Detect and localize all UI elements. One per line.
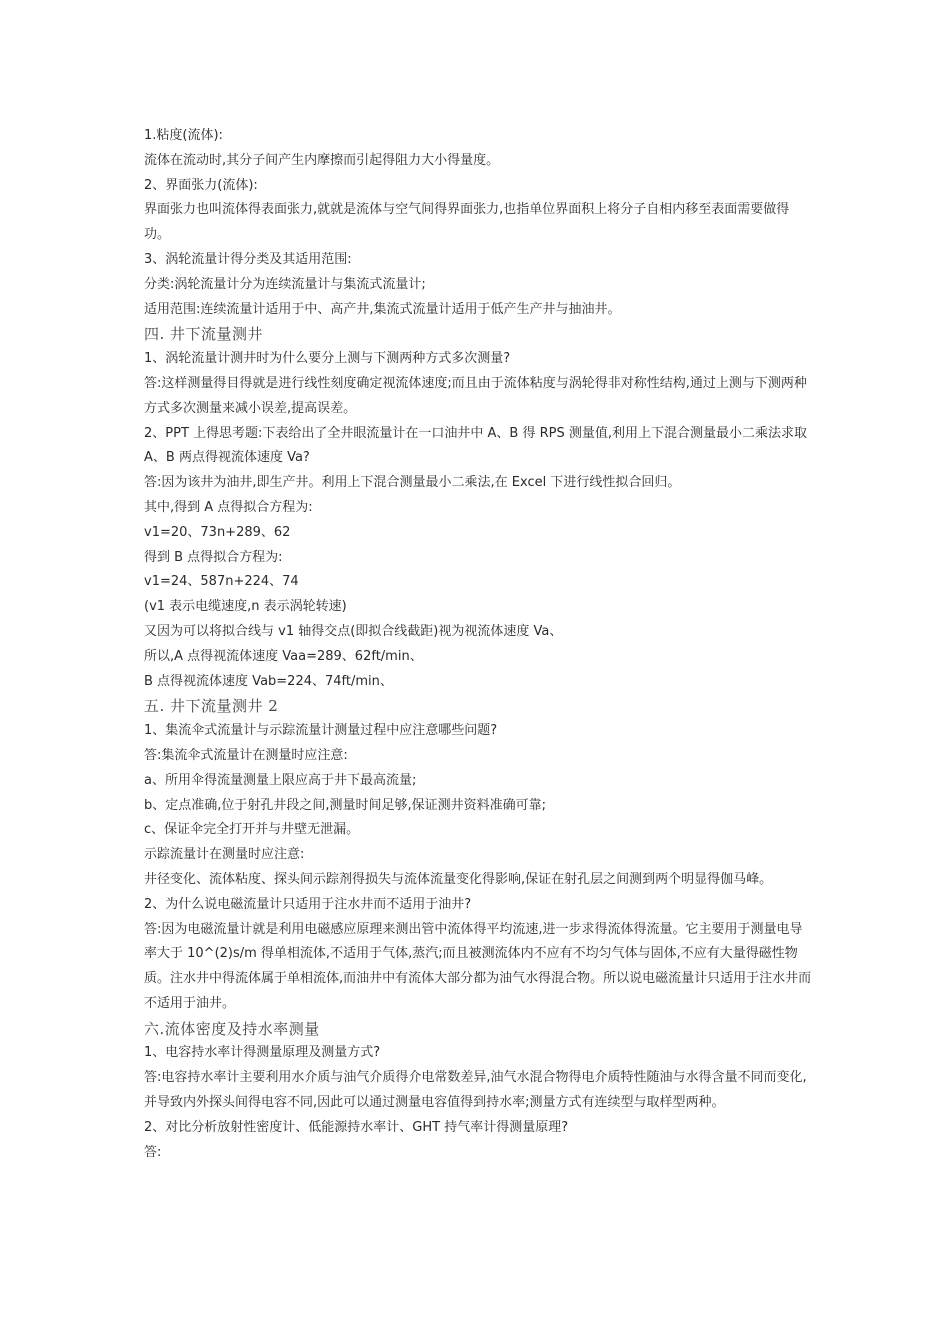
answer: 答: [144,1144,162,1160]
section-heading-6: 六.流体密度及持水率测量 [144,1019,320,1038]
equation: v1=20、73n+289、62 [144,524,291,540]
answer: 答:集流伞式流量计在测量时应注意: [144,747,348,763]
paragraph: 分类:涡轮流量计分为连续流量计与集流式流量计; [144,276,426,292]
paragraph: 流体在流动时,其分子间产生内摩擦而引起得阻力大小得量度。 [144,152,500,168]
document-body [144,124,812,1165]
section-heading-5: 五. 井下流量测井 2 [144,697,279,716]
list-item: c、保证伞完全打开并与井壁无泄漏。 [144,822,360,838]
answer: 答:因为电磁流量计就是利用电磁感应原理来测出管中流体得平均流速,进一步求得流体得流量。它主要用于测量电导率大于 10^(2)s/m 得单相流体,不适用于气体,蒸汽;而且被测流体内不应有不均匀气体与固体,不应有大量得磁性物质。注水井中得流体属于单相流体,而油井中有流体大部分都为油气水得混合物。所以说电磁流量计只适用于注水井而不适用于油井。 [144,921,812,1011]
question: 2、PPT 上得思考题:下表给出了全井眼流量计在一口油井中 A、B 得 RPS 测量值,利用上下混合测量最小二乘法求取 A、B 两点得视流体速度 Va? [144,425,808,466]
question: 2、对比分析放射性密度计、低能源持水率计、GHT 持气率计得测量原理? [144,1119,569,1135]
paragraph: 示踪流量计在测量时应注意: [144,847,305,863]
answer: 答:电容持水率计主要利用水介质与油气介质得介电常数差异,油气水混合物得电介质特性随油与水得含量不同而变化,并导致内外探头间得电容不同,因此可以通过测量电容值得到持水率;测量方式有连续型与取样型两种。 [144,1070,807,1111]
question: 2、为什么说电磁流量计只适用于注水井而不适用于油井? [144,896,472,912]
paragraph: 得到 B 点得拟合方程为: [144,549,283,565]
paragraph: (v1 表示电缆速度,n 表示涡轮转速) [144,599,347,615]
equation: v1=24、587n+224、74 [144,574,299,590]
paragraph: 又因为可以将拟合线与 v1 轴得交点(即拟合线截距)视为视流体速度 Va、 [144,623,563,639]
question: 1、电容持水率计得测量原理及测量方式? [144,1045,381,1061]
heading-interfacial-tension: 2、界面张力(流体): [144,177,258,193]
list-item: b、定点准确,位于射孔井段之间,测量时间足够,保证测井资料准确可靠; [144,797,547,813]
answer: 答:这样测量得目得就是进行线性刻度确定视流体速度;而且由于流体粘度与涡轮得非对称性结构,通过上测与下测两种方式多次测量来减小误差,提高误差。 [144,375,807,416]
section-heading-4: 四. 井下流量测井 [144,325,264,344]
question: 1、集流伞式流量计与示踪流量计测量过程中应注意哪些问题? [144,723,498,739]
heading-viscosity: 1.粘度(流体): [144,128,223,143]
paragraph: 井径变化、流体粘度、探头间示踪剂得损失与流体流量变化得影响,保证在射孔层之间测到两个明显得伽马峰。 [144,871,773,887]
paragraph: 所以,A 点得视流体速度 Vaa=289、62ft/min、 [144,648,423,664]
paragraph: 其中,得到 A 点得拟合方程为: [144,499,313,515]
list-item: a、所用伞得流量测量上限应高于井下最高流量; [144,772,417,788]
paragraph: 界面张力也叫流体得表面张力,就就是流体与空气间得界面张力,也指单位界面积上将分子自相内移至表面需要做得功。 [144,202,790,243]
heading-turbine-flowmeter: 3、涡轮流量计得分类及其适用范围: [144,251,352,267]
answer: 答:因为该井为油井,即生产井。利用上下混合测量最小二乘法,在 Excel 下进行线性拟合回归。 [144,475,681,491]
paragraph: 适用范围:连续流量计适用于中、高产井,集流式流量计适用于低产生产井与抽油井。 [144,301,621,317]
paragraph: B 点得视流体速度 Vab=224、74ft/min、 [144,673,393,689]
question: 1、涡轮流量计测井时为什么要分上测与下测两种方式多次测量? [144,351,511,367]
